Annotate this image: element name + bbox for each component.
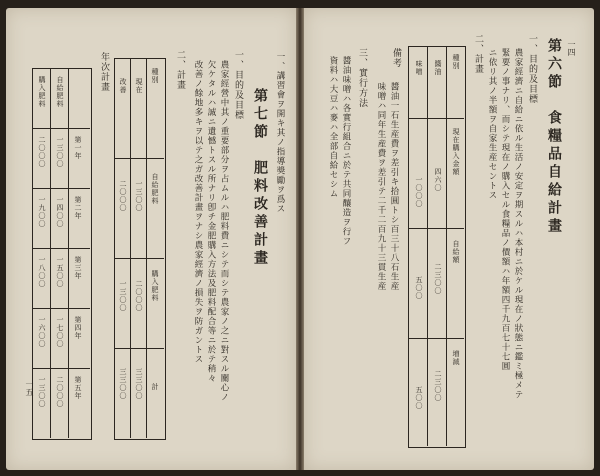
table-header: 自給額 (452, 240, 460, 264)
table-header: 第三年 (74, 256, 82, 280)
section-title: 第七節 肥料改善計畫 (252, 88, 268, 268)
left-page (6, 8, 296, 470)
section-title: 第六節 食糧品自給計畫 (546, 38, 562, 236)
section-heading: 一、目的及目標 (233, 50, 243, 120)
table-cell: 五〇〇 (415, 276, 423, 300)
table-cell: 三三〇〇 (119, 368, 127, 400)
table-cell: 二〇〇〇 (38, 136, 46, 168)
table-header: 第二年 (74, 196, 82, 220)
table-header: 購入肥料 (151, 270, 159, 302)
book-gutter (296, 8, 304, 470)
table-cell: 一六〇〇 (38, 316, 46, 348)
table-header: 種別 (151, 68, 159, 84)
table-header: 購入肥料 (38, 76, 46, 108)
note-line: 味噌ハ同年生産費ヲ差引テ二千二百九十三貫生産 (376, 82, 386, 291)
body-line: 農家經營中其ノ重要部分ヲ占ムルハ肥料費ニシテ而シテ農家ノ之ニ對スル關心ノ (219, 60, 229, 402)
body-line: 農家經濟ニ自給ニ依ル生活ノ安定ヲ期スルハ本村ニ於ケル現在ノ狀態ニ鑑ミ極メテ (513, 48, 523, 400)
table-header: 第一年 (74, 136, 82, 160)
table-cell: 五〇〇 (415, 386, 423, 410)
table-cell: 一〇〇〇 (415, 176, 423, 208)
body-line: 欠ケタルハ誠ニ遺憾トスル所ナリ卽チ金肥購入方法及肥料配合等ニ於テ稍々 (206, 60, 216, 383)
body-line: 緊要ノ事ナリ、而シテ現在ノ購入セル食糧品ノ價額ハ年額四千九百七十七圓 (500, 48, 510, 371)
table-cell: 二〇〇〇 (135, 280, 143, 312)
table-cell: 二三〇〇 (434, 370, 442, 402)
body-line: 資料ハ大豆ハ麥ハ全部自給セシム (328, 56, 338, 199)
section-heading: 一、目的及目標 (527, 34, 537, 104)
table-cell: 二三〇〇 (434, 263, 442, 295)
note-label: 備考 (391, 48, 401, 68)
table-cell: 一七〇〇 (56, 316, 64, 348)
table-header: 第五年 (74, 376, 82, 400)
body-line: 醬油味噌ハ各實行組合ニ於テ共同釀造ヲ行フ (341, 56, 351, 246)
table-cell: 現在 (135, 78, 143, 94)
page-number: 一四 (567, 40, 576, 56)
section-heading: 二、計畫 (175, 50, 185, 90)
body-line: 改善ノ餘地多キヲ以テ之ガ改善計畫ヲナシ農家經濟ノ損失ヲ防ガントス (193, 60, 203, 364)
table-cell: 二〇〇〇 (119, 180, 127, 212)
prelude-line: 一、講習會ヲ開キ其ノ指導獎勵ヲ爲ス (275, 52, 285, 214)
table-header: 種別 (452, 54, 460, 70)
table-cell: 一三〇〇 (38, 376, 46, 408)
table-header: 自給肥料 (151, 173, 159, 205)
table-cell: 一八〇〇 (38, 256, 46, 288)
table-header: 第四年 (74, 316, 82, 340)
section-heading: 二、計畫 (473, 34, 483, 74)
table-cell: 一三〇〇 (56, 136, 64, 168)
table-cell: 三三〇〇 (135, 368, 143, 400)
table-header: 自給肥料 (56, 76, 64, 108)
table-cell: 改善 (119, 78, 127, 94)
table-header: 現在購入金額 (452, 128, 460, 176)
table-header: 増減 (452, 350, 460, 366)
table-cell: 二〇〇〇 (56, 376, 64, 408)
section-heading: 三、實行方法 (357, 48, 367, 108)
note-line: 醬油一石生産費ヲ差引キ拾圓トシ百三十八石生産 (389, 82, 399, 291)
table-cell: 一五〇〇 (56, 256, 64, 288)
right-page (304, 8, 594, 470)
table-cell: 味噌 (415, 60, 423, 76)
page-number: 一五 (25, 380, 34, 396)
table-cell: 一四〇〇 (56, 196, 64, 228)
yearly-heading: 年次計畫 (99, 52, 109, 92)
table-cell: 一三〇〇 (135, 180, 143, 212)
table-cell: 一九〇〇 (38, 196, 46, 228)
body-line: ニ依リ其ノ半額ヲ自家生産セントス (487, 48, 497, 200)
table-header: 計 (151, 383, 159, 391)
table-cell: 醬油 (434, 60, 442, 76)
table-cell: 四六〇 (434, 168, 442, 192)
table-cell: 一三〇〇 (119, 280, 127, 312)
